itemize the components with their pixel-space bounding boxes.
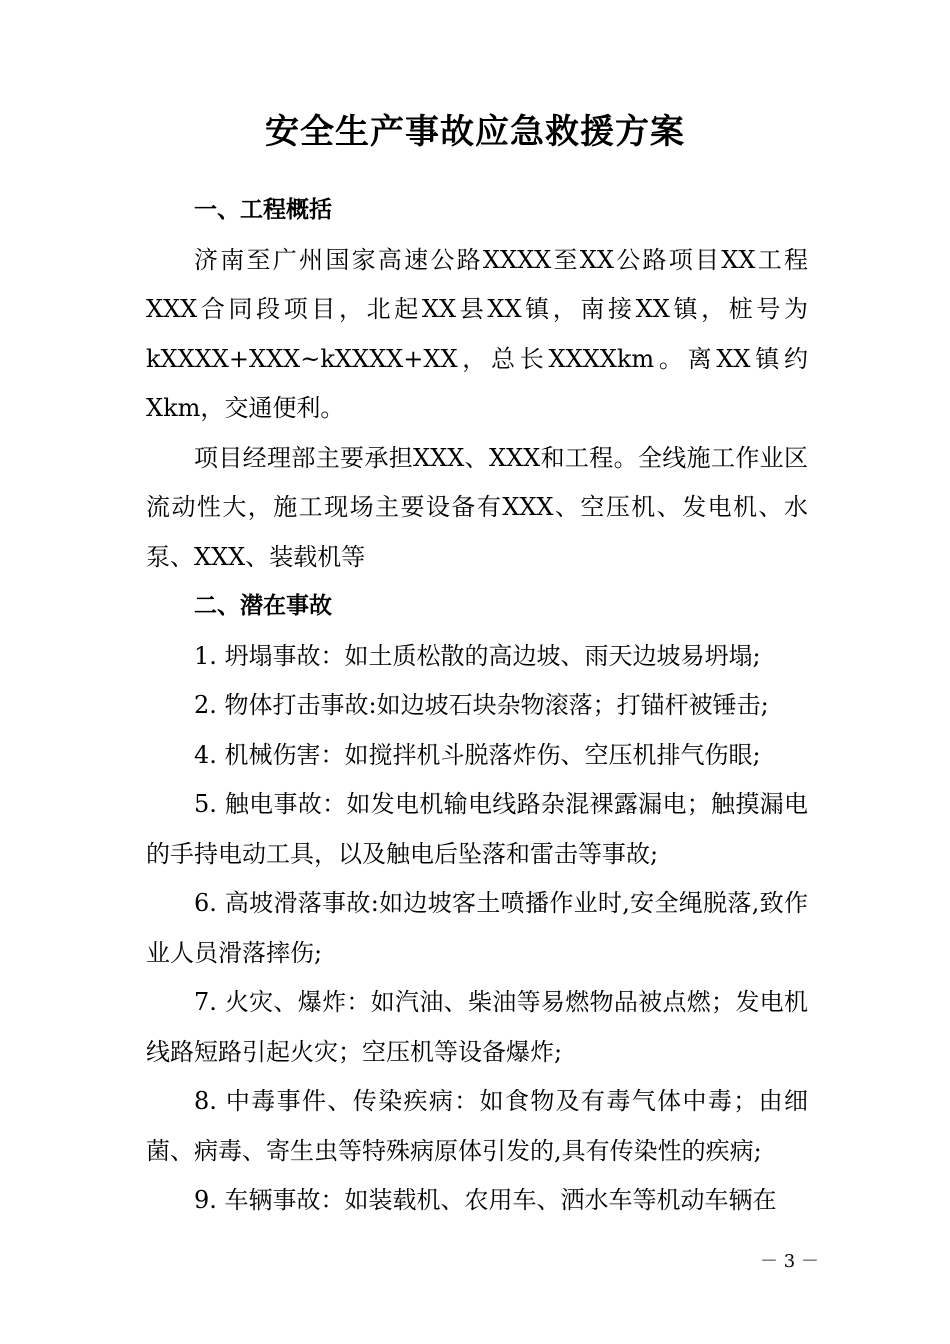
document-body (146, 186, 808, 1226)
list-item-electric-shock: 5. 触电事故：如发电机输电线路杂混裸露漏电；触摸漏电的手持电动工具，以及触电后坠落和雷击等事故; (146, 790, 808, 868)
list-item-slope-fall: 6. 高坡滑落事故:如边坡客土喷播作业时,安全绳脱落,致作业人员滑落摔伤; (146, 889, 808, 967)
list-item-mechanical-injury: 4. 机械伤害：如搅拌机斗脱落炸伤、空压机排气伤眼; (194, 740, 761, 769)
section-heading-overview: 一、工程概括 (194, 197, 332, 223)
section-heading-potential-accidents: 二、潜在事故 (194, 593, 332, 619)
list-item-object-strike: 2. 物体打击事故:如边坡石块杂物滚落；打锚杆被锤击; (194, 691, 769, 719)
list-item-fire-explosion: 7. 火灾、爆炸：如汽油、柴油等易燃物品被点燃；发电机线路短路引起火灾；空压机等设备爆炸; (146, 988, 808, 1066)
page-number: － 3 － (760, 1251, 819, 1272)
paragraph-project-location: 济南至广州国家高速公路XXXX至XX公路项目XX工程XXX合同段项目，北起XX县XX镇，南接XX镇，桩号为kXXXX+XXX~kXXXX+XX，总长XXXXkm。离XX镇约Xkm，交通便利。 (146, 245, 808, 422)
list-item-poisoning-disease: 8. 中毒事件、传染疾病：如食物及有毒气体中毒；由细菌、病毒、寄生虫等特殊病原体引发的,具有传染性的疾病; (146, 1087, 808, 1165)
paragraph-project-scope: 项目经理部主要承担XXX、XXX和工程。全线施工作业区流动性大，施工现场主要设备有XXX、空压机、发电机、水泵、XXX、装载机等 (146, 443, 808, 571)
document-title: 安全生产事故应急救援方案 (265, 112, 685, 152)
list-item-collapse: 1. 坍塌事故：如土质松散的高边坡、雨天边坡易坍塌; (194, 641, 761, 670)
list-item-vehicle-accident: 9. 车辆事故：如装载机、农用车、洒水车等机动车辆在 (194, 1186, 777, 1214)
